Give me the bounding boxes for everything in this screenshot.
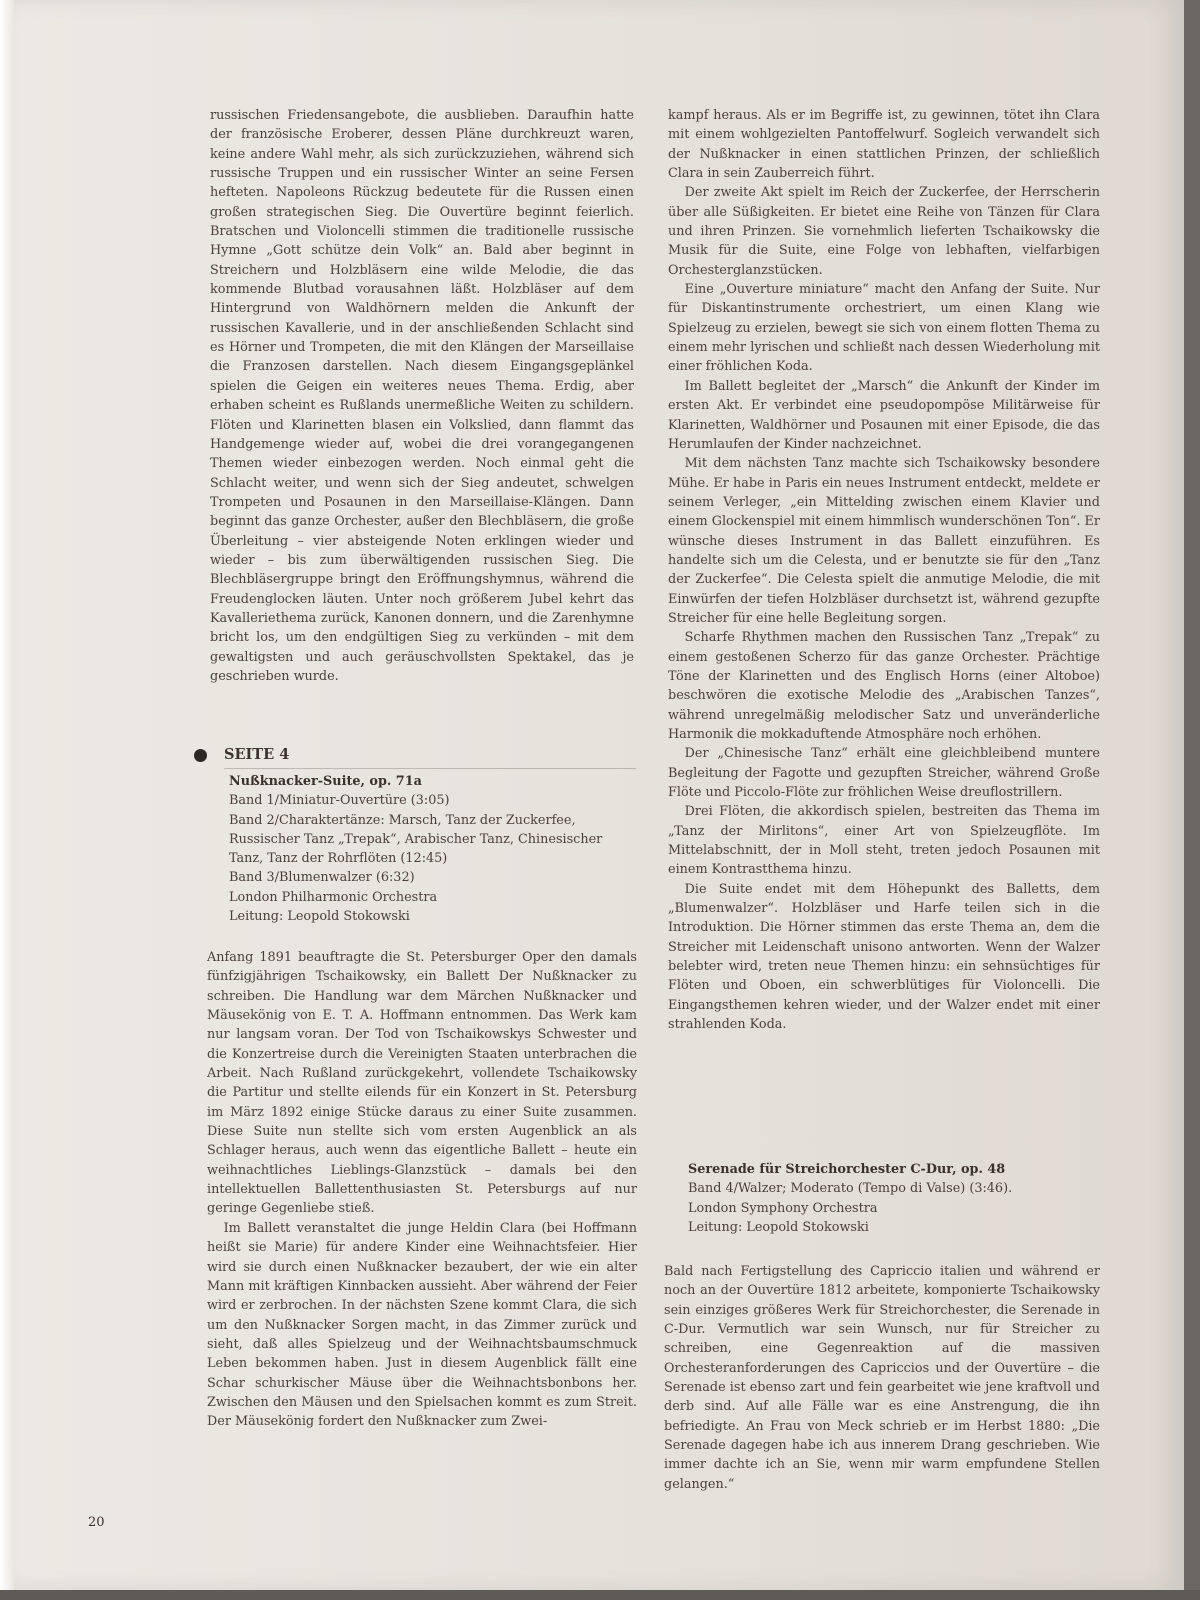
paragraph: Mit dem nächsten Tanz machte sich Tschaikowsky besondere Mühe. Er habe in Paris ein neues Instrument entdeckt, meldete er seinem Verleger, „ein Mittelding zwischen einem Klavier und einem Glockenspiel mit einem himmlisch wunderschönen Ton“. Er wünsche dieses Instrument in das Ballett einzuführen. Es handelte sich um die Celesta, und er benutzte sie für den „Tanz der Zuckerfee“. Die Celesta spielt die anmutige Melodie, die mit Einwürfen der tiefen Holzbläser durchsetzt ist, während gezupfte Streicher für eine helle Begleitung sorgen. (668, 456, 1100, 626)
divider (224, 768, 636, 769)
left-column-top-text (210, 106, 634, 686)
track-line: Band 3/Blumenwalzer (6:32) (229, 870, 415, 886)
conductor-line: Leitung: Leopold Stokowski (229, 909, 410, 925)
track-line: Band 4/Walzer; Moderato (Tempo di Valse) (3:46). (688, 1181, 1013, 1197)
paragraph: Bald nach Fertigstellung des Capriccio italien und während er noch an der Ouvertüre 1812 arbeitete, komponierte Tschaikowsky sein einziges größeres Werk für Streichorchester, die Serenade in C-Dur. Vermutlich war sein Wunsch, nur für Streicher zu schreiben, eine Gegenreaktion auf die massiven Orchesteranforderungen des Capriccios und der Ouvertüre – die Serenade ist ebenso zart und fein gearbeitet wie jene kraftvoll und derb sind. Auf alle Fälle war es eine Anstrengung, die ihn befriedigte. An Frau von Meck schrieb er im Herbst 1880: „Die Serenade dagegen habe ich aus innerem Drang geschrieben. Wie immer dachte ich an Sie, wenn mir warm empfundene Stellen gelangen.“ (664, 1264, 1100, 1492)
right-column-top-text (668, 106, 1100, 1035)
track-line: Russischer Tanz „Trepak“, Arabischer Tanz, Chinesischer (229, 831, 603, 847)
bullet-icon (194, 749, 207, 762)
paragraph: Anfang 1891 beauftragte die St. Petersburger Oper den damals fünfzigjährigen Tschaikowsky, ein Ballett Der Nußknacker zu schreiben. Die Handlung war dem Märchen Nußknacker und Mäusekönig von E. T. A. Hoffmann entnommen. Das Werk kam nur langsam voran. Der Tod von Tschaikowskys Schwester und die Konzertreise durch die Vereinigten Staaten unterbrachen die Arbeit. Nach Rußland zurückgekehrt, vollendete Tschaikowsky die Partitur und stellte eilends für ein Konzert in St. Petersburg im März 1892 einige Stücke daraus zu einer Suite zusammen. Diese Suite nun stellte sich vom ersten Augenblick an als Schlager heraus, auch wenn das eigentliche Ballett – heute ein weihnachtliches Lieblings-Glanzstück – damals bei den intellektuellen Ballettenthusiasten St. Petersburgs auf nur geringe Gegenliebe stieß. (207, 950, 637, 1217)
track-line: Tanz, Tanz der Rohrflöten (12:45) (229, 851, 448, 867)
paragraph: Im Ballett begleitet der „Marsch“ die Ankunft der Kinder im ersten Akt. Er verbindet eine pseudopompöse Militärweise für Klarinetten, Waldhörner und Posaunen mit einer Episode, die das Herumlaufen der Kinder nachzeichnet. (668, 378, 1100, 452)
serenade-track-list (688, 1160, 1108, 1237)
paragraph: Scharfe Rhythmen machen den Russischen Tanz „Trepak“ zu einem gestoßenen Scherzo für das ganze Orchester. Prächtige Töne der Klarinetten und des Englisch Horns (einer Altoboe) beschwören die exotische Melodie des „Arabischen Tanzes“, während unregelmäßig melodischer Satz und unveränderliche Harmonik die mokkaduftende Atmosphäre noch erhöhen. (668, 630, 1100, 742)
nutcracker-track-list (229, 772, 649, 926)
orchestra-line: London Symphony Orchestra (688, 1200, 878, 1216)
work-title: Serenade für Streichorchester C-Dur, op. 48 (688, 1162, 1006, 1177)
paragraph: Drei Flöten, die akkordisch spielen, bestreiten das Thema im „Tanz der Mirlitons“, einer Art von Spielzeugflöte. Im Mittelabschnitt, der in Moll steht, treten jedoch Posaunen mit einem Kontrastthema hinzu. (668, 804, 1100, 878)
paragraph: Der zweite Akt spielt im Reich der Zuckerfee, der Herrscherin über alle Süßigkeiten. Er bietet eine Reihe von Tänzen für Clara und ihren Prinzen. Sie vornehmlich lieferten Tschaikowsky die Musik für die Suite, eine Folge von lebhaften, vielfarbigen Orchesterglanzstücken. (668, 185, 1100, 278)
right-column-bottom-text (664, 1262, 1100, 1494)
paragraph: Die Suite endet mit dem Höhepunkt des Balletts, dem „Blumenwalzer“. Holzbläser und Harfe teilen sich in die Introduktion. Die Hörner stimmen das erste Thema an, dem die Streicher mit Leidenschaft unisono antworten. Wenn der Walzer belebter wird, treten neue Themen hinzu: ein sehnsüchtiges für Flöten und Oboen, ein schwerblütiges für Violoncelli. Die Eingangsthemen kehren wieder, und der Walzer endet mit einer strahlenden Koda. (668, 881, 1100, 1033)
conductor-line: Leitung: Leopold Stokowski (688, 1219, 869, 1235)
orchestra-line: London Philharmonic Orchestra (229, 889, 438, 905)
side-heading: SEITE 4 (224, 746, 290, 763)
work-title: Nußknacker-Suite, op. 71a (229, 774, 422, 789)
track-line: Band 2/Charaktertänze: Marsch, Tanz der Zuckerfee, (229, 812, 576, 828)
left-column-bottom-text (207, 948, 637, 1432)
paragraph: kampf heraus. Als er im Begriffe ist, zu gewinnen, tötet ihn Clara mit einem wohlgezielten Pantoffelwurf. Sogleich verwandelt sich der Nußknacker in einen stattlichen Prinzen, der schließlich Clara in sein Zauberreich führt. (668, 108, 1100, 182)
left-page-edge (0, 0, 14, 1600)
track-line: Band 1/Miniatur-Ouvertüre (3:05) (229, 793, 450, 809)
background-surface (0, 1590, 1200, 1600)
paragraph: russischen Friedensangebote, die ausblieben. Daraufhin hatte der französische Eroberer, dessen Pläne durchkreuzt waren, keine andere Wahl mehr, als sich zurückzuziehen, während sich russische Truppen und ein russischer Winter an seine Fersen hefteten. Napoleons Rückzug bedeutete für die Russen einen großen strategischen Sieg. Die Ouvertüre beginnt feierlich. Bratschen und Violoncelli stimmen die traditionelle russische Hymne „Gott schütze dein Volk“ an. Bald aber beginnt in Streichern und Holzbläsern eine wilde Melodie, die das kommende Blutbad vorausahnen läßt. Holzbläser auf dem Hintergrund von Waldhörnern melden die Ankunft der russischen Kavallerie, und in der anschließenden Schlacht sind es Hörner und Trompeten, die mit den Klängen der Marseillaise die Franzosen darstellen. Nach diesem Eingangsgeplänkel spielen die Geigen ein weiteres neues Thema. Erdig, aber erhaben scheint es Rußlands unermeßliche Weiten zu schildern. Flöten und Klarinetten blasen ein Volkslied, dann flammt das Handgemenge wieder auf, wobei die drei vorangegangenen Themen wieder einbezogen werden. Noch einmal geht die Schlacht weiter, und wenn sich der Sieg andeutet, schwelgen Trompeten und Posaunen in den Marseillaise-Klängen. Dann beginnt das ganze Orchester, außer den Blechbläsern, die große Überleitung – vier absteigende Noten erklingen wieder und wieder – bis zum überwältigenden russischen Sieg. Die Blechbläsergruppe bringt den Eröffnungshymnus, während die Freudenglocken läuten. Unter noch größerem Jubel kehrt das Kavalleriethema zurück, Kanonen donnern, und die Zarenhymne bricht los, um den endgültigen Sieg zu verkünden – mit dem gewaltigsten und auch geräuschvollsten Spektakel, das je geschrieben wurde. (210, 108, 634, 684)
paragraph: Der „Chinesische Tanz“ erhält eine gleichbleibend muntere Begleitung der Fagotte und gezupften Streicher, während Große Flöte und Piccolo-Flöte zur fröhlichen Weise dreuflostrillern. (668, 746, 1100, 801)
page-number: 20 (88, 1515, 105, 1530)
paragraph: Im Ballett veranstaltet die junge Heldin Clara (bei Hoffmann heißt sie Marie) für andere Kinder eine Weihnachtsfeier. Hier wird sie durch einen Nußknacker bezaubert, der wie ein alter Mann mit kräftigen Kinnbacken aussieht. Aber während der Feier wird er zerbrochen. In der nächsten Szene kommt Clara, die sich um den Nußknacker Sorgen macht, in das Zimmer zurück und sieht, daß alles Spielzeug und der Weihnachtsbaumschmuck Leben bekommen haben. Just in diesem Augenblick fällt eine Schar schurkischer Mäuse über die Weihnachtsbonbons her. Zwischen den Mäusen und den Spielsachen kommt es zum Streit. Der Mäusekönig fordert den Nußknacker zum Zwei- (207, 1220, 637, 1430)
paragraph: Eine „Ouverture miniature“ macht den Anfang der Suite. Nur für Diskantinstrumente orchestriert, um einen Klang wie Spielzeug zu erzielen, bewegt sie sich von einem flotten Thema zu einem mehr lyrischen und schließt nach dessen Wiederholung mit einer fröhlichen Koda. (668, 282, 1100, 375)
